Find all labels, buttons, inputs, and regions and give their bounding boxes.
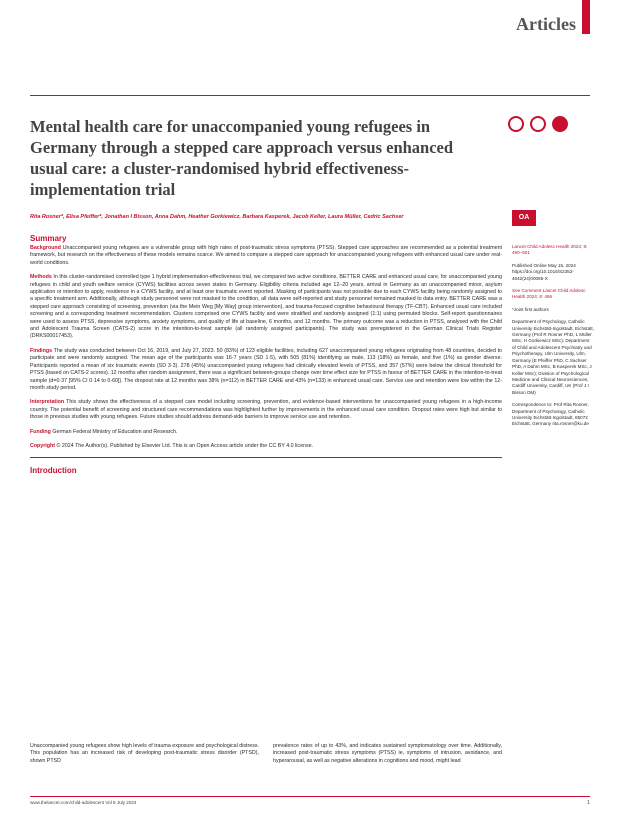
sidebar-notes — [512, 244, 594, 434]
footer-journal-url: www.thelancet.com/child-adolescent Vol 8 July 2024 — [30, 800, 137, 805]
introduction-heading: Introduction — [30, 466, 77, 476]
author-list: Rita Rosner*, Elisa Pfeiffer*, Jonathan I Bisson, Anna Dahm, Heather Gorkiewicz, Barbara Kasperek, Jacob Keller, Laura Müller, Cedric Sachser — [30, 214, 404, 220]
crossmark-icon[interactable] — [508, 116, 524, 132]
comment-link[interactable]: See Comment Lancet Child Adolesc Health 2024; 8: 466 — [512, 288, 586, 300]
introduction-column-1: Unaccompanied young refugees show high levels of trauma exposure and psychological distress. This population has an increased risk of developing post-traumatic stress disorder (PTSD), shown PTSD — [30, 743, 259, 764]
summary-heading: Summary — [30, 234, 67, 243]
page-number: 1 — [587, 800, 590, 806]
badge-group — [508, 114, 574, 136]
open-access-icon[interactable] — [530, 116, 546, 132]
introduction-body — [30, 743, 502, 765]
correspondence: Correspondence to: Prof Rita Rosner, Department of Psychology, Catholic University Eichstätt-Ingolstadt, 85072 Eichstätt, Germany rita.rosner@ku.de — [512, 402, 589, 427]
equal-contribution-note: *Joint first authors — [512, 306, 549, 312]
abstract — [30, 245, 502, 450]
abstract-findings: Findings The study was conducted between Oct 16, 2019, and July 27, 2023. 50 (83%) of 123 eligible facilities, including 627 unaccompanied young refugees originating from 48 countries, decided to participate and were randomly assigned. The mean age of the participants was 16·7 years (SD 1·5), with 505 (81%) identifying as male, 113 (18%) as female, and five (1%) as gender diverse. Participants reported a mean of six traumatic events (SD 3·3). 278 (45%) unaccompanied young refugees had clinically elevated levels of PTSS, and 357 (57%) were below the clinical threshold for PTSS (based on CATS-2 scores). 12 months after random assignment, there was a significant between-groups change over time effect size for PTSS in favour of BETTER CARE in the intention-to-treat sample (d=0·37 [95% CI 0·14 to 0·60]). The dropout rate at 12 months was 38% (n=112) in BETTER CARE and 43% (n=133) in enhanced usual care. Service use and retention were low within the 12-month study period. — [30, 347, 502, 391]
published-online: Published Online May 15, 2024 https://doi.org/10.1016/S2352-4642(24)00095-X — [512, 262, 576, 281]
abstract-copyright: Copyright © 2024 The Author(s). Published by Elsevier Ltd. This is an Open Access article under the CC BY 4.0 license. — [30, 442, 314, 449]
abstract-interpretation: Interpretation This study shows the effectiveness of a stepped care model including screening, prevention, and evidence-based interventions for unaccompanied young refugees in a high-income country. The potential benefit of screening and structured care recommendations was highlighted further by improvements in the enhanced usual care condition. Dropout rates were high but similar to those in previous studies with young refugees. Future studies should address demand-side barriers to improve service use and retention. — [30, 399, 502, 421]
open-access-badge: OA — [512, 210, 536, 226]
abstract-column — [30, 234, 502, 477]
journal-reference[interactable]: Lancet Child Adolesc Health 2024; 8: 490–501 — [512, 244, 588, 256]
section-tab-marker — [582, 0, 590, 34]
section-title: Articles — [516, 14, 576, 34]
abstract-background: Background Unaccompanied young refugees are a vulnerable group with high rates of post-traumatic stress symptoms (PTSS). Stepped care approaches are recommended as a potential treatment framework, but research on the effectiveness of these models remains scarce. We aimed to compare a stepped care approach for unaccompanied young refugees with enhanced usual care under real-world conditions. — [30, 245, 502, 266]
affiliations: Department of Psychology, Catholic University Eichstätt-Ingolstadt, Eichstätt, Germany (Prof R Rosner PhD, L Müller MSc, H Gorkiewicz MSc); Department of Child and Adolescent Psychiatry and Psychotherapy, Ulm University, Ulm, Germany (E Pfeiffer PhD, C Sachser PhD, A Dahm MSc, B Kasperek MSc, J Keller MSc); Division of Psychological Medicine and Clinical Neurosciences, Cardiff University, Cardiff, UK (Prof J I Bisson DM) — [512, 319, 594, 395]
article-title: Mental health care for unaccompanied young refugees in Germany through a stepped care approach versus enhanced usual care: a cluster-randomised hybrid effectiveness-implementation trial — [30, 117, 454, 199]
abstract-funding: Funding German Federal Ministry of Education and Research. — [30, 428, 178, 435]
introduction-column-2: prevalence rates of up to 43%, and indicates sustained symptomatology over time. Additionally, increased post-traumatic stress symptoms (PTSS) ie, symptoms of intrusion, avoidance, and hyperarousal, as well as negative alterations in cognitions and mood, might lead — [273, 743, 502, 764]
abstract-methods: Methods In this cluster-randomised controlled type 1 hybrid implementation-effectiveness trial, we compared two active conditions, BETTER CARE and enhanced usual care, for unaccompanied young refugees in child and youth welfare service (CYWS) facilities across seven states in Germany. Eligibility criteria included age 12–20 years, arrival in Germany as an unaccompanied minor, asylum application or intention to apply, residence in a CYWS facility, and at least one traumatic event reported. Masking of participants was not possible due to each CYWS facility being randomly assigned to a specific treatment arm. Additionally, although study personnel were not masked to the condition, all data were self-reported and study personnel remained masked to data entry. BETTER CARE was a stepped care approach consisting of screening, prevention (via the Mein Weg [My Way] group intervention), and trauma-focused cognitive behavioural therapy (TF-CBT). Enhanced usual care included screening and a corresponding treatment recommendation. Clusters comprised one CYWS facility and were stratified and randomly assigned (1:1) using permuted blocks. Self-report questionnaires were used to assess PTSS, depressive symptoms, anxiety symptoms, and quality of life at baseline, 6 months, and 12 months. The primary outcome was a reduction in PTSS, analysed with the Child and Adolescent Trauma Screen (CATS-2) score in the intention-to-treat sample (all randomly assigned participants). The study was preregistered in the German Clinical Trials Register (DRKS00017453). — [30, 274, 502, 340]
footer-rule — [30, 796, 590, 797]
section-divider — [30, 457, 502, 458]
updates-icon[interactable] — [552, 116, 568, 132]
header-rule — [30, 95, 590, 96]
